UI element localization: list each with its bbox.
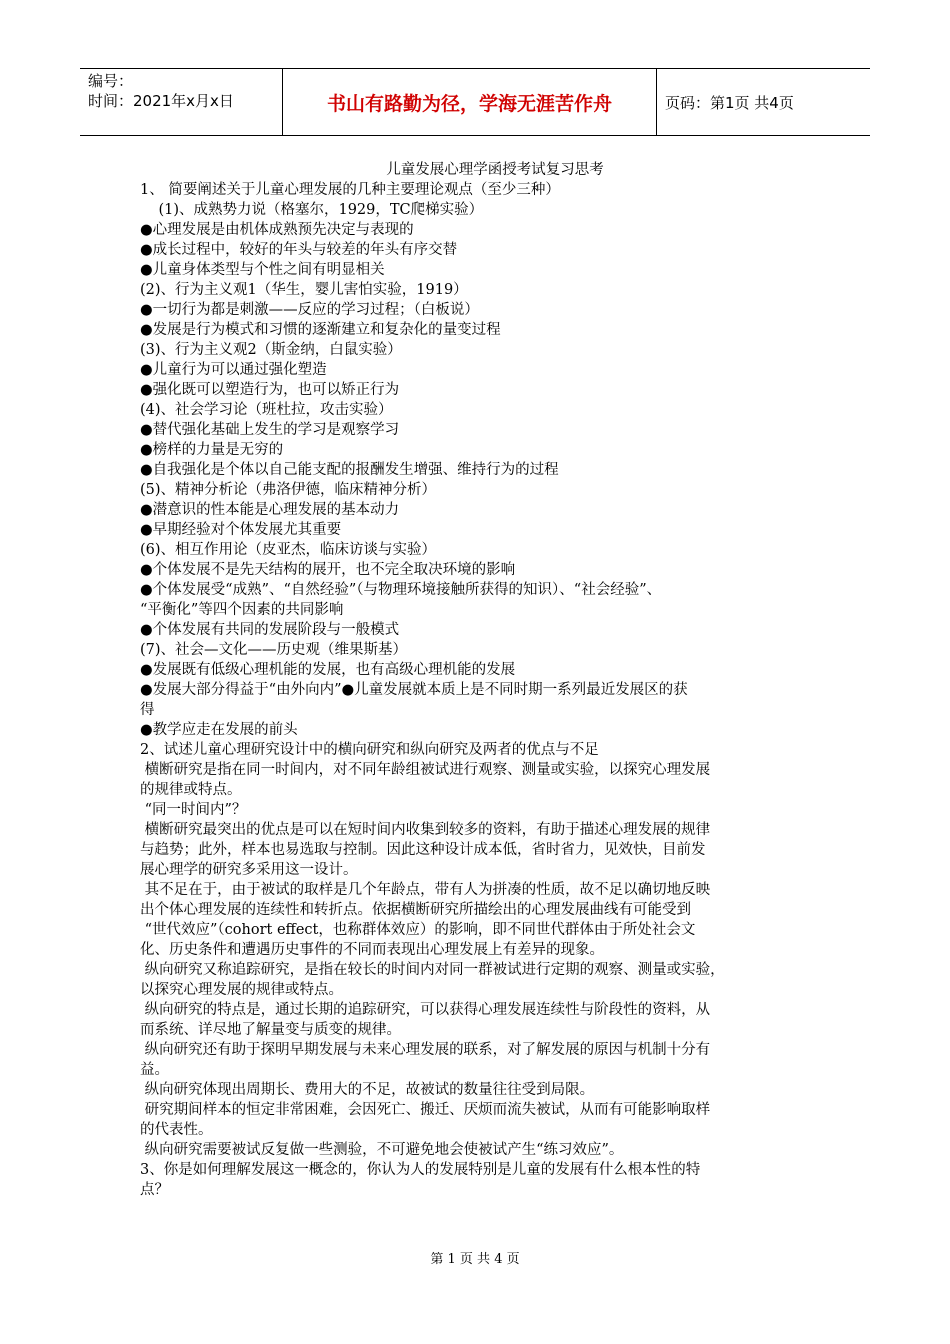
document-body (140, 160, 830, 1200)
text-line: ●发展既有低级心理机能的发展，也有高级心理机能的发展 (140, 662, 516, 678)
text-line: 3、你是如何理解发展这一概念的，你认为人的发展特别是儿童的发展有什么根本性的特 (140, 1162, 701, 1178)
text-line: ●教学应走在发展的前头 (140, 722, 298, 738)
text-line: ●早期经验对个体发展尤其重要 (140, 522, 342, 538)
time-label: 时间：2021年x月x日 (88, 92, 234, 110)
page-header (80, 68, 870, 136)
text-line: “世代效应”（cohort effect，也称群体效应）的影响，即不同世代群体由于所处社会文 (140, 922, 696, 938)
text-line: 研究期间样本的恒定非常困难，会因死亡、搬迁、厌烦而流失被试，从而有可能影响取样 (140, 1102, 711, 1118)
text-line: ●儿童行为可以通过强化塑造 (140, 362, 327, 378)
text-line: 1、 简要阐述关于儿童心理发展的几种主要理论观点（至少三种） (140, 182, 560, 198)
text-line: ●个体发展受“成熟”、“自然经验”（与物理环境接触所获得的知识）、“社会经验”、 (140, 582, 662, 598)
text-line: ●强化既可以塑造行为，也可以矫正行为 (140, 382, 400, 398)
text-line: (3)、行为主义观2（斯金纳，白鼠实验） (140, 342, 402, 358)
text-line: 以探究心理发展的规律或特点。 (140, 982, 343, 998)
text-line: 化、历史条件和遭遇历史事件的不同而表现出心理发展上有差异的现象。 (140, 942, 604, 958)
text-line: 点？ (140, 1182, 169, 1198)
text-line: 得 (140, 702, 155, 718)
text-line: 出个体心理发展的连续性和转折点。依据横断研究所描绘出的心理发展曲线有可能受到 (140, 902, 691, 918)
text-line: 纵向研究体现出周期长、费用大的不足，故被试的数量往往受到局限。 (140, 1082, 595, 1098)
text-line: 2、试述儿童心理研究设计中的横向研究和纵向研究及两者的优点与不足 (140, 742, 599, 758)
text-line: 的代表性。 (140, 1122, 213, 1138)
text-line: 与趋势；此外，样本也易选取与控制。因此这种设计成本低，省时省力，见效快，目前发 (140, 842, 706, 858)
text-line: (2)、行为主义观1（华生，婴儿害怕实验，1919） (140, 282, 468, 298)
text-line: ●自我强化是个体以自己能支配的报酬发生增强、维持行为的过程 (140, 462, 559, 478)
text-line: ●个体发展不是先天结构的展开，也不完全取决环境的影响 (140, 562, 516, 578)
text-line: (7)、社会—文化——历史观（维果斯基） (140, 642, 408, 658)
text-line: 纵向研究的特点是，通过长期的追踪研究，可以获得心理发展连续性与阶段性的资料，从 (140, 1002, 711, 1018)
text-line: 纵向研究又称追踪研究，是指在较长的时间内对同一群被试进行定期的观察、测量或实验， (140, 962, 725, 978)
text-line: 而系统、详尽地了解量变与质变的规律。 (140, 1022, 401, 1038)
text-line: ●潜意识的性本能是心理发展的基本动力 (140, 502, 400, 518)
text-line: 横断研究是指在同一时间内，对不同年龄组被试进行观察、测量或实验，以探究心理发展 (140, 762, 711, 778)
text-line: (5)、精神分析论（弗洛伊德，临床精神分析） (140, 482, 437, 498)
motto: 书山有路勤为径，学海无涯苦作舟 (283, 69, 657, 135)
text-line: “平衡化”等四个因素的共同影响 (140, 602, 344, 618)
text-line: (4)、社会学习论（班杜拉，攻击实验） (140, 402, 393, 418)
text-line: “同一时间内”？ (140, 802, 247, 818)
text-line: ●替代强化基础上发生的学习是观察学习 (140, 422, 400, 438)
text-line: ●榜样的力量是无穷的 (140, 442, 284, 458)
text-line: ●成长过程中，较好的年头与较差的年头有序交替 (140, 242, 458, 258)
text-line: 展心理学的研究多采用这一设计。 (140, 862, 358, 878)
text-line: ●心理发展是由机体成熟预先决定与表现的 (140, 222, 414, 238)
text-line: 横断研究最突出的优点是可以在短时间内收集到较多的资料，有助于描述心理发展的规律 (140, 822, 711, 838)
text-line: ●发展是行为模式和习惯的逐渐建立和复杂化的量变过程 (140, 322, 501, 338)
text-line: 的规律或特点。 (140, 782, 242, 798)
text-line: 纵向研究还有助于探明早期发展与未来心理发展的联系，对了解发展的原因与机制十分有 (140, 1042, 711, 1058)
text-line: (1)、成熟势力说（格塞尔，1929，TC爬梯实验） (140, 202, 484, 218)
number-label: 编号： (88, 72, 134, 90)
header-left-cell (80, 69, 283, 135)
text-line: 其不足在于，由于被试的取样是几个年龄点，带有人为拼凑的性质，故不足以确切地反映 (140, 882, 711, 898)
page-footer: 第 1 页 共 4 页 (430, 1252, 520, 1267)
document-lines (140, 180, 830, 1200)
page-label: 页码：第1页 共4页 (665, 93, 794, 112)
text-line: ●一切行为都是刺激——反应的学习过程；（白板说） (140, 302, 479, 318)
text-line: ●发展大部分得益于“由外向内”●儿童发展就本质上是不同时期一系列最近发展区的获 (140, 682, 688, 698)
document-title: 儿童发展心理学函授考试复习思考 (386, 162, 604, 178)
text-line: 纵向研究需要被试反复做一些测验，不可避免地会使被试产生“练习效应”。 (140, 1142, 624, 1158)
text-line: 益。 (140, 1062, 169, 1078)
text-line: ●儿童身体类型与个性之间有明显相关 (140, 262, 385, 278)
text-line: (6)、相互作用论（皮亚杰，临床访谈与实验） (140, 542, 437, 558)
text-line: ●个体发展有共同的发展阶段与一般模式 (140, 622, 400, 638)
